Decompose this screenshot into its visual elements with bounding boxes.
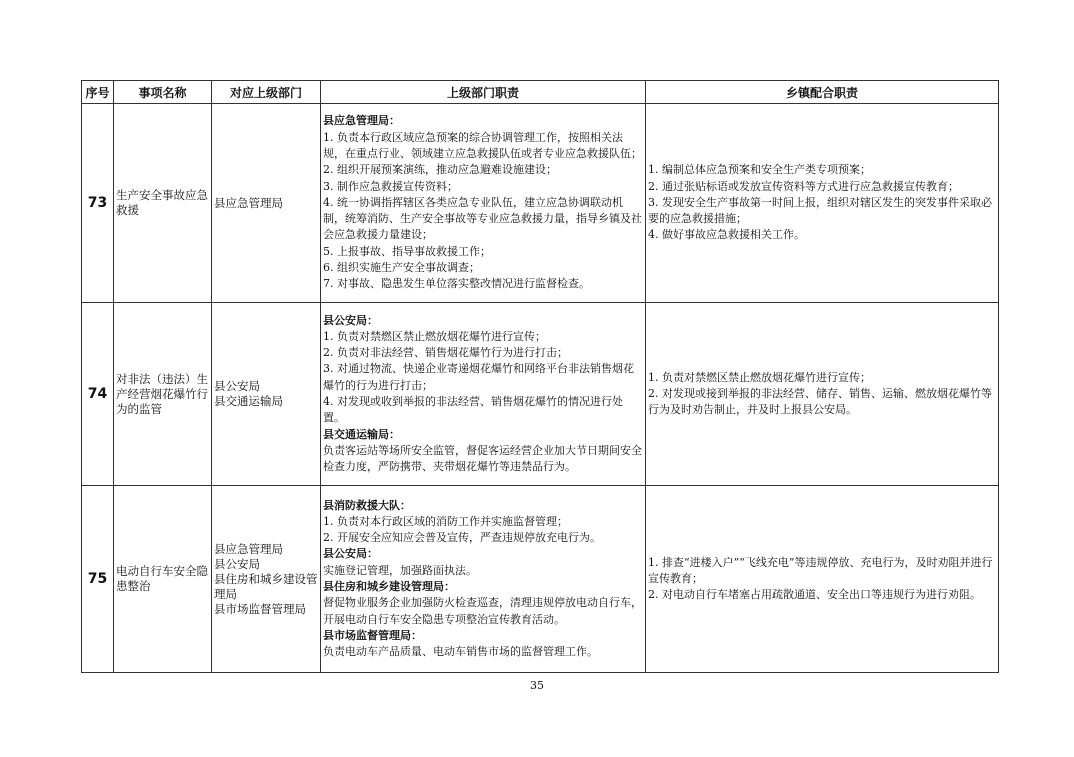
duty-line: 6. 组织实施生产安全事故调查； (323, 261, 480, 275)
duty-line: 4. 统一协调指挥辖区各类应急专业队伍，建立应急协调联动机制，统筹消防、生产安全事故等专业应急救援力量，指导乡镇及社会应急救援力量建设； (323, 195, 642, 242)
row-upper-duties (321, 303, 646, 486)
duty-line: 1. 负责对禁燃区禁止燃放烟花爆竹进行宣传； (323, 329, 546, 343)
header-item: 事项名称 (114, 81, 212, 104)
table-row (82, 486, 999, 673)
dept-item: 县公安局 (214, 379, 260, 393)
row-item-name: 电动自行车安全隐患整治 (114, 486, 212, 673)
row-seq: 75 (82, 486, 114, 673)
table-row (82, 104, 999, 303)
dept-item: 县公安局 (214, 556, 260, 571)
duty-heading: 县消防救援大队： (323, 498, 411, 512)
header-dept: 对应上级部门 (212, 81, 321, 104)
town-duty-line: 3. 发现安全生产事故第一时间上报，组织对辖区发生的突发事件采取必要的应急救援措施； (648, 195, 992, 226)
duty-line: 3. 对通过物流、快递企业寄递烟花爆竹和网络平台非法销售烟花爆竹的行为进行打击； (323, 362, 634, 392)
row-upper-duties (321, 486, 646, 673)
duty-line: 负责电动车产品质量、电动车销售市场的监督管理工作。 (323, 645, 598, 659)
town-duty-line: 2. 对发现或接到举报的非法经营、储存、销售、运输、燃放烟花爆竹等行为及时劝告制止，并及时上报县公安局。 (648, 386, 992, 417)
row-town-duties (646, 303, 999, 486)
duty-line: 1. 负责本行政区域应急预案的综合协调管理工作，按照相关法规，在重点行业、领域建立应急救援队伍或者专业应急救援队伍； (323, 130, 642, 160)
table-header-row (82, 81, 999, 104)
dept-item: 县应急管理局 (214, 195, 283, 210)
dept-item: 县应急管理局 (214, 541, 283, 556)
row-town-duties (646, 104, 999, 303)
duty-line: 2. 负责对非法经营、销售烟花爆竹行为进行打击； (323, 346, 568, 360)
duty-line: 3. 制作应急救援宣传资料； (323, 179, 458, 193)
duty-heading: 县交通运输局： (323, 427, 400, 441)
row-seq: 74 (82, 303, 114, 486)
duty-heading: 县应急管理局： (323, 114, 400, 128)
row-upper-duties (321, 104, 646, 303)
row-dept-list (212, 104, 321, 303)
duty-line: 负责客运站等场所安全监管，督促客运经营企业加大节日期间安全检查力度，严防携带、夹带烟花爆竹等违禁品行为。 (323, 443, 642, 474)
row-dept-list (212, 486, 321, 673)
town-duty-line: 4. 做好事故应急救援相关工作。 (648, 228, 805, 242)
town-duty-line: 1. 负责对禁燃区禁止燃放烟花爆竹进行宣传； (648, 370, 871, 384)
row-town-duties (646, 486, 999, 673)
dept-item: 县交通运输局 (214, 394, 283, 408)
row-item-name: 生产安全事故应急救援 (114, 104, 212, 303)
table-row (82, 303, 999, 486)
duty-heading: 县公安局： (323, 313, 378, 327)
duty-line: 2. 组织开展预案演练，推动应急避难设施建设； (323, 163, 557, 177)
duty-line: 5. 上报事故、指导事故救援工作； (323, 244, 491, 258)
town-duty-line: 1. 编制总体应急预案和安全生产类专项预案； (648, 163, 871, 177)
duty-line: 实施登记管理，加强路面执法。 (323, 563, 477, 577)
town-duty-line: 1. 排查“进楼入户”“飞线充电”等违规停放、充电行为，及时劝阻并进行宣传教育； (648, 555, 993, 585)
duty-line: 4. 对发现或收到举报的非法经营、销售烟花爆竹的情况进行处置。 (323, 395, 623, 425)
town-duty-line: 2. 对电动自行车堵塞占用疏散通道、安全出口等违规行为进行劝阻。 (648, 588, 981, 602)
header-upper: 上级部门职责 (321, 81, 646, 104)
dept-item: 县市场监督管理局 (214, 601, 306, 616)
dept-item: 县住房和城乡建设管理局 (214, 571, 318, 601)
duty-heading: 县住房和城乡建设管理局： (323, 580, 455, 593)
row-dept-list (212, 303, 321, 486)
row-item-name: 对非法（违法）生产经营烟花爆竹行为的监管 (114, 303, 212, 486)
duty-line: 2. 开展安全应知应会普及宣传，严查违规停放充电行为。 (323, 531, 601, 545)
duty-line: 1. 负责对本行政区域的消防工作并实施监督管理； (323, 514, 568, 528)
row-seq: 73 (82, 104, 114, 303)
duty-heading: 县公安局： (323, 547, 378, 561)
page-number: 35 (530, 679, 544, 692)
duty-heading: 县市场监督管理局： (323, 628, 422, 642)
town-duty-line: 2. 通过张贴标语或发放宣传资料等方式进行应急救援宣传教育； (648, 179, 959, 193)
duty-line: 督促物业服务企业加强防火检查巡查，清理违规停放电动自行车，开展电动自行车安全隐患专项整治宣传教育活动。 (323, 596, 642, 626)
header-town: 乡镇配合职责 (646, 81, 999, 104)
duty-line: 7. 对事故、隐患发生单位落实整改情况进行监督检查。 (323, 277, 590, 291)
header-seq: 序号 (82, 81, 114, 104)
duty-table (81, 80, 999, 673)
